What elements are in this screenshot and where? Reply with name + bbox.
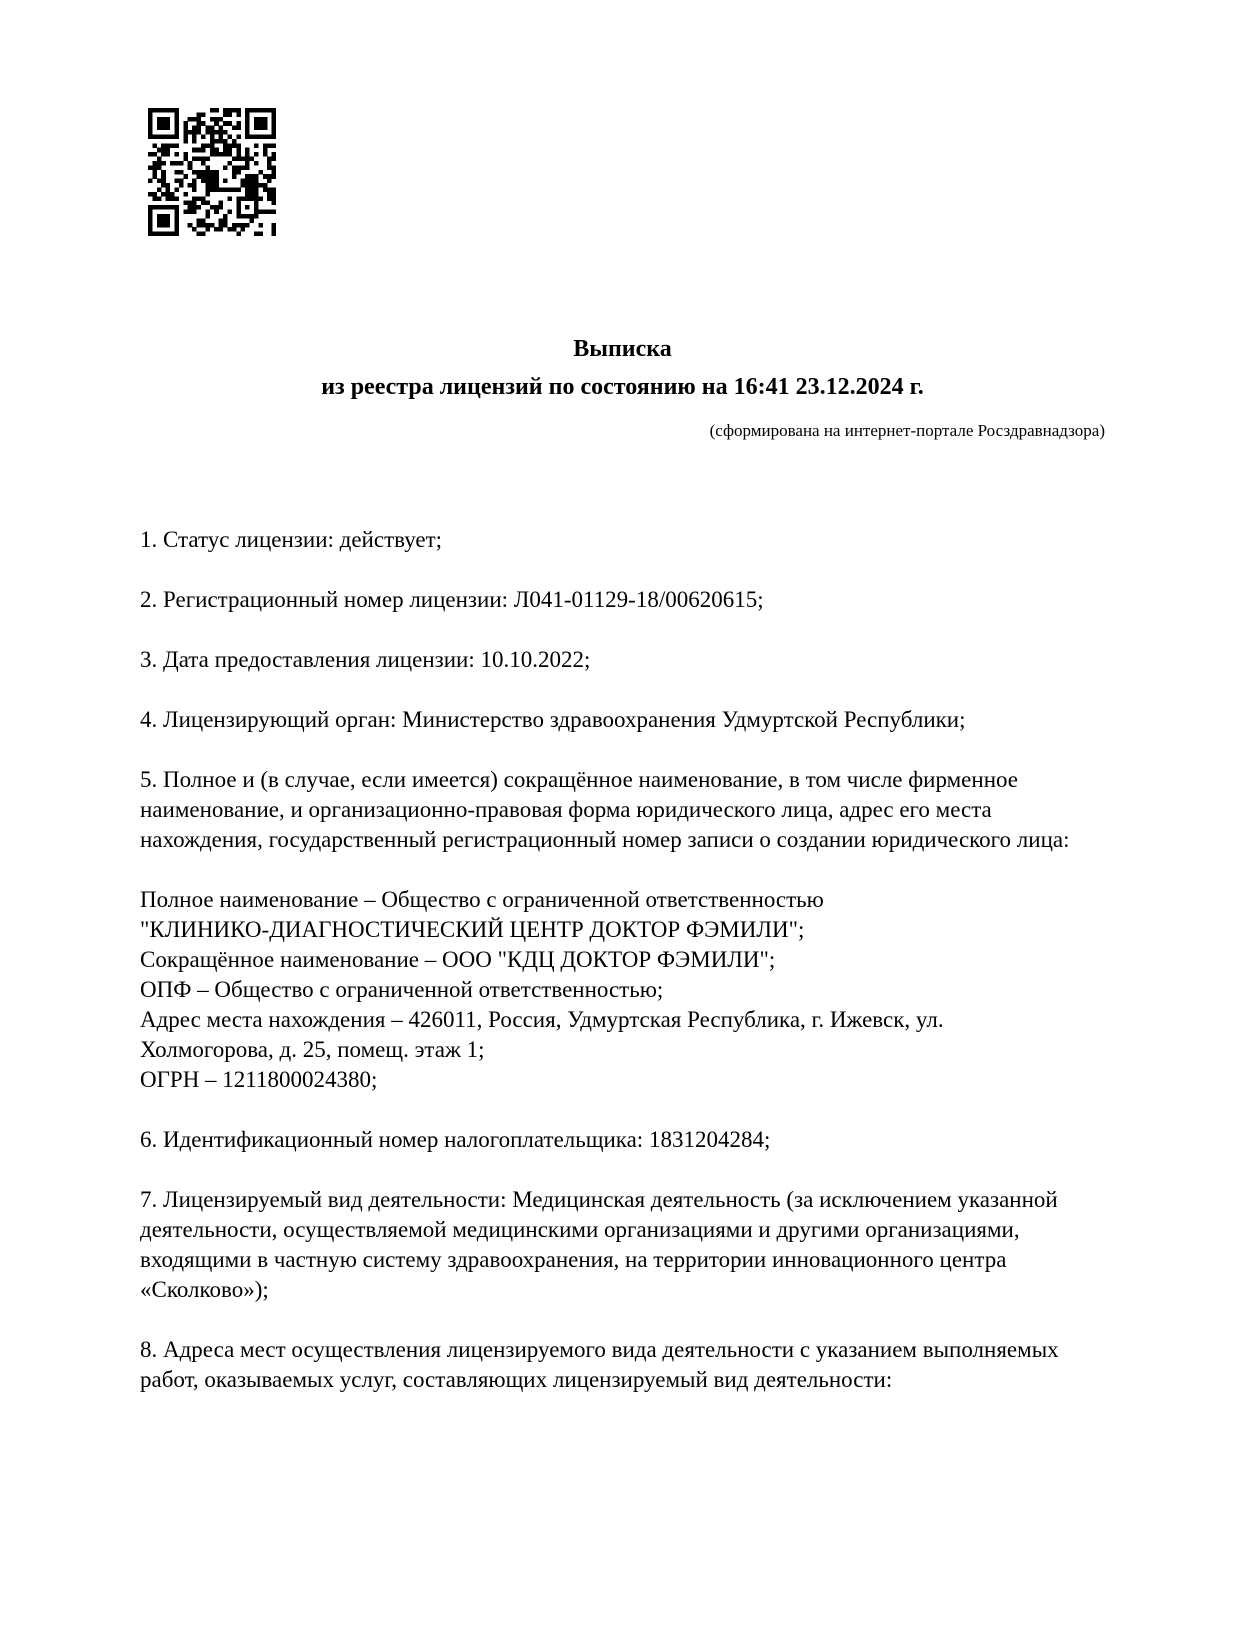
text-line: "КЛИНИКО-ДИАГНОСТИЧЕСКИЙ ЦЕНТР ДОКТОР ФЭМИЛИ"; xyxy=(140,917,805,942)
paragraph-grant-date xyxy=(140,645,1105,675)
text-line: наименование, и организационно-правовая форма юридического лица, адрес его места xyxy=(140,797,992,822)
document-title-line-1: Выписка xyxy=(573,336,672,362)
paragraph-registration-number xyxy=(140,585,1105,615)
text-line: 2. Регистрационный номер лицензии: Л041-01129-18/00620615; xyxy=(140,587,764,612)
document-content xyxy=(140,330,1105,1395)
text-line: 8. Адреса мест осуществления лицензируемого вида деятельности с указанием выполняемых xyxy=(140,1337,1059,1362)
text-line: 3. Дата предоставления лицензии: 10.10.2022; xyxy=(140,647,591,672)
paragraph-activity-type xyxy=(140,1185,1105,1305)
text-line: Холмогорова, д. 25, помещ. этаж 1; xyxy=(140,1037,485,1062)
document-title xyxy=(140,330,1105,406)
paragraph-license-status xyxy=(140,525,1105,555)
text-line: Полное наименование – Общество с ограниченной ответственностью xyxy=(140,887,824,912)
text-line: Адрес места нахождения – 426011, Россия, Удмуртская Республика, г. Ижевск, ул. xyxy=(140,1007,944,1032)
text-line: 4. Лицензирующий орган: Министерство здравоохранения Удмуртской Республики; xyxy=(140,707,966,732)
text-line: 5. Полное и (в случае, если имеется) сокращённое наименование, в том числе фирменное xyxy=(140,767,1018,792)
document-body xyxy=(140,525,1105,1395)
paragraph-organization-intro xyxy=(140,765,1105,855)
generated-note: (сформирована на интернет-портале Росздравнадзора) xyxy=(709,421,1105,440)
text-line: входящими в частную систему здравоохранения, на территории инновационного центра xyxy=(140,1247,1007,1272)
text-line: «Сколково»); xyxy=(140,1277,269,1302)
text-line: нахождения, государственный регистрационный номер записи о создании юридического лица: xyxy=(140,827,1070,852)
text-line: ОПФ – Общество с ограниченной ответственностью; xyxy=(140,977,664,1002)
text-line: ОГРН – 1211800024380; xyxy=(140,1067,378,1092)
text-line: 1. Статус лицензии: действует; xyxy=(140,527,443,552)
paragraph-inn xyxy=(140,1125,1105,1155)
text-line: деятельности, осуществляемой медицинскими организациями и другими организациями, xyxy=(140,1217,1020,1242)
text-line: работ, оказываемых услуг, составляющих лицензируемый вид деятельности: xyxy=(140,1367,893,1392)
qr-code-icon xyxy=(148,108,276,236)
paragraph-licensing-authority xyxy=(140,705,1105,735)
text-line: Сокращённое наименование – ООО "КДЦ ДОКТОР ФЭМИЛИ"; xyxy=(140,947,776,972)
paragraph-activity-addresses xyxy=(140,1335,1105,1395)
document-title-line-2: из реестра лицензий по состоянию на 16:41 23.12.2024 г. xyxy=(321,374,924,400)
text-line: 6. Идентификационный номер налогоплательщика: 1831204284; xyxy=(140,1127,771,1152)
paragraph-organization-details xyxy=(140,885,1105,1095)
text-line: 7. Лицензируемый вид деятельности: Медицинская деятельность (за исключением указанной xyxy=(140,1187,1058,1212)
